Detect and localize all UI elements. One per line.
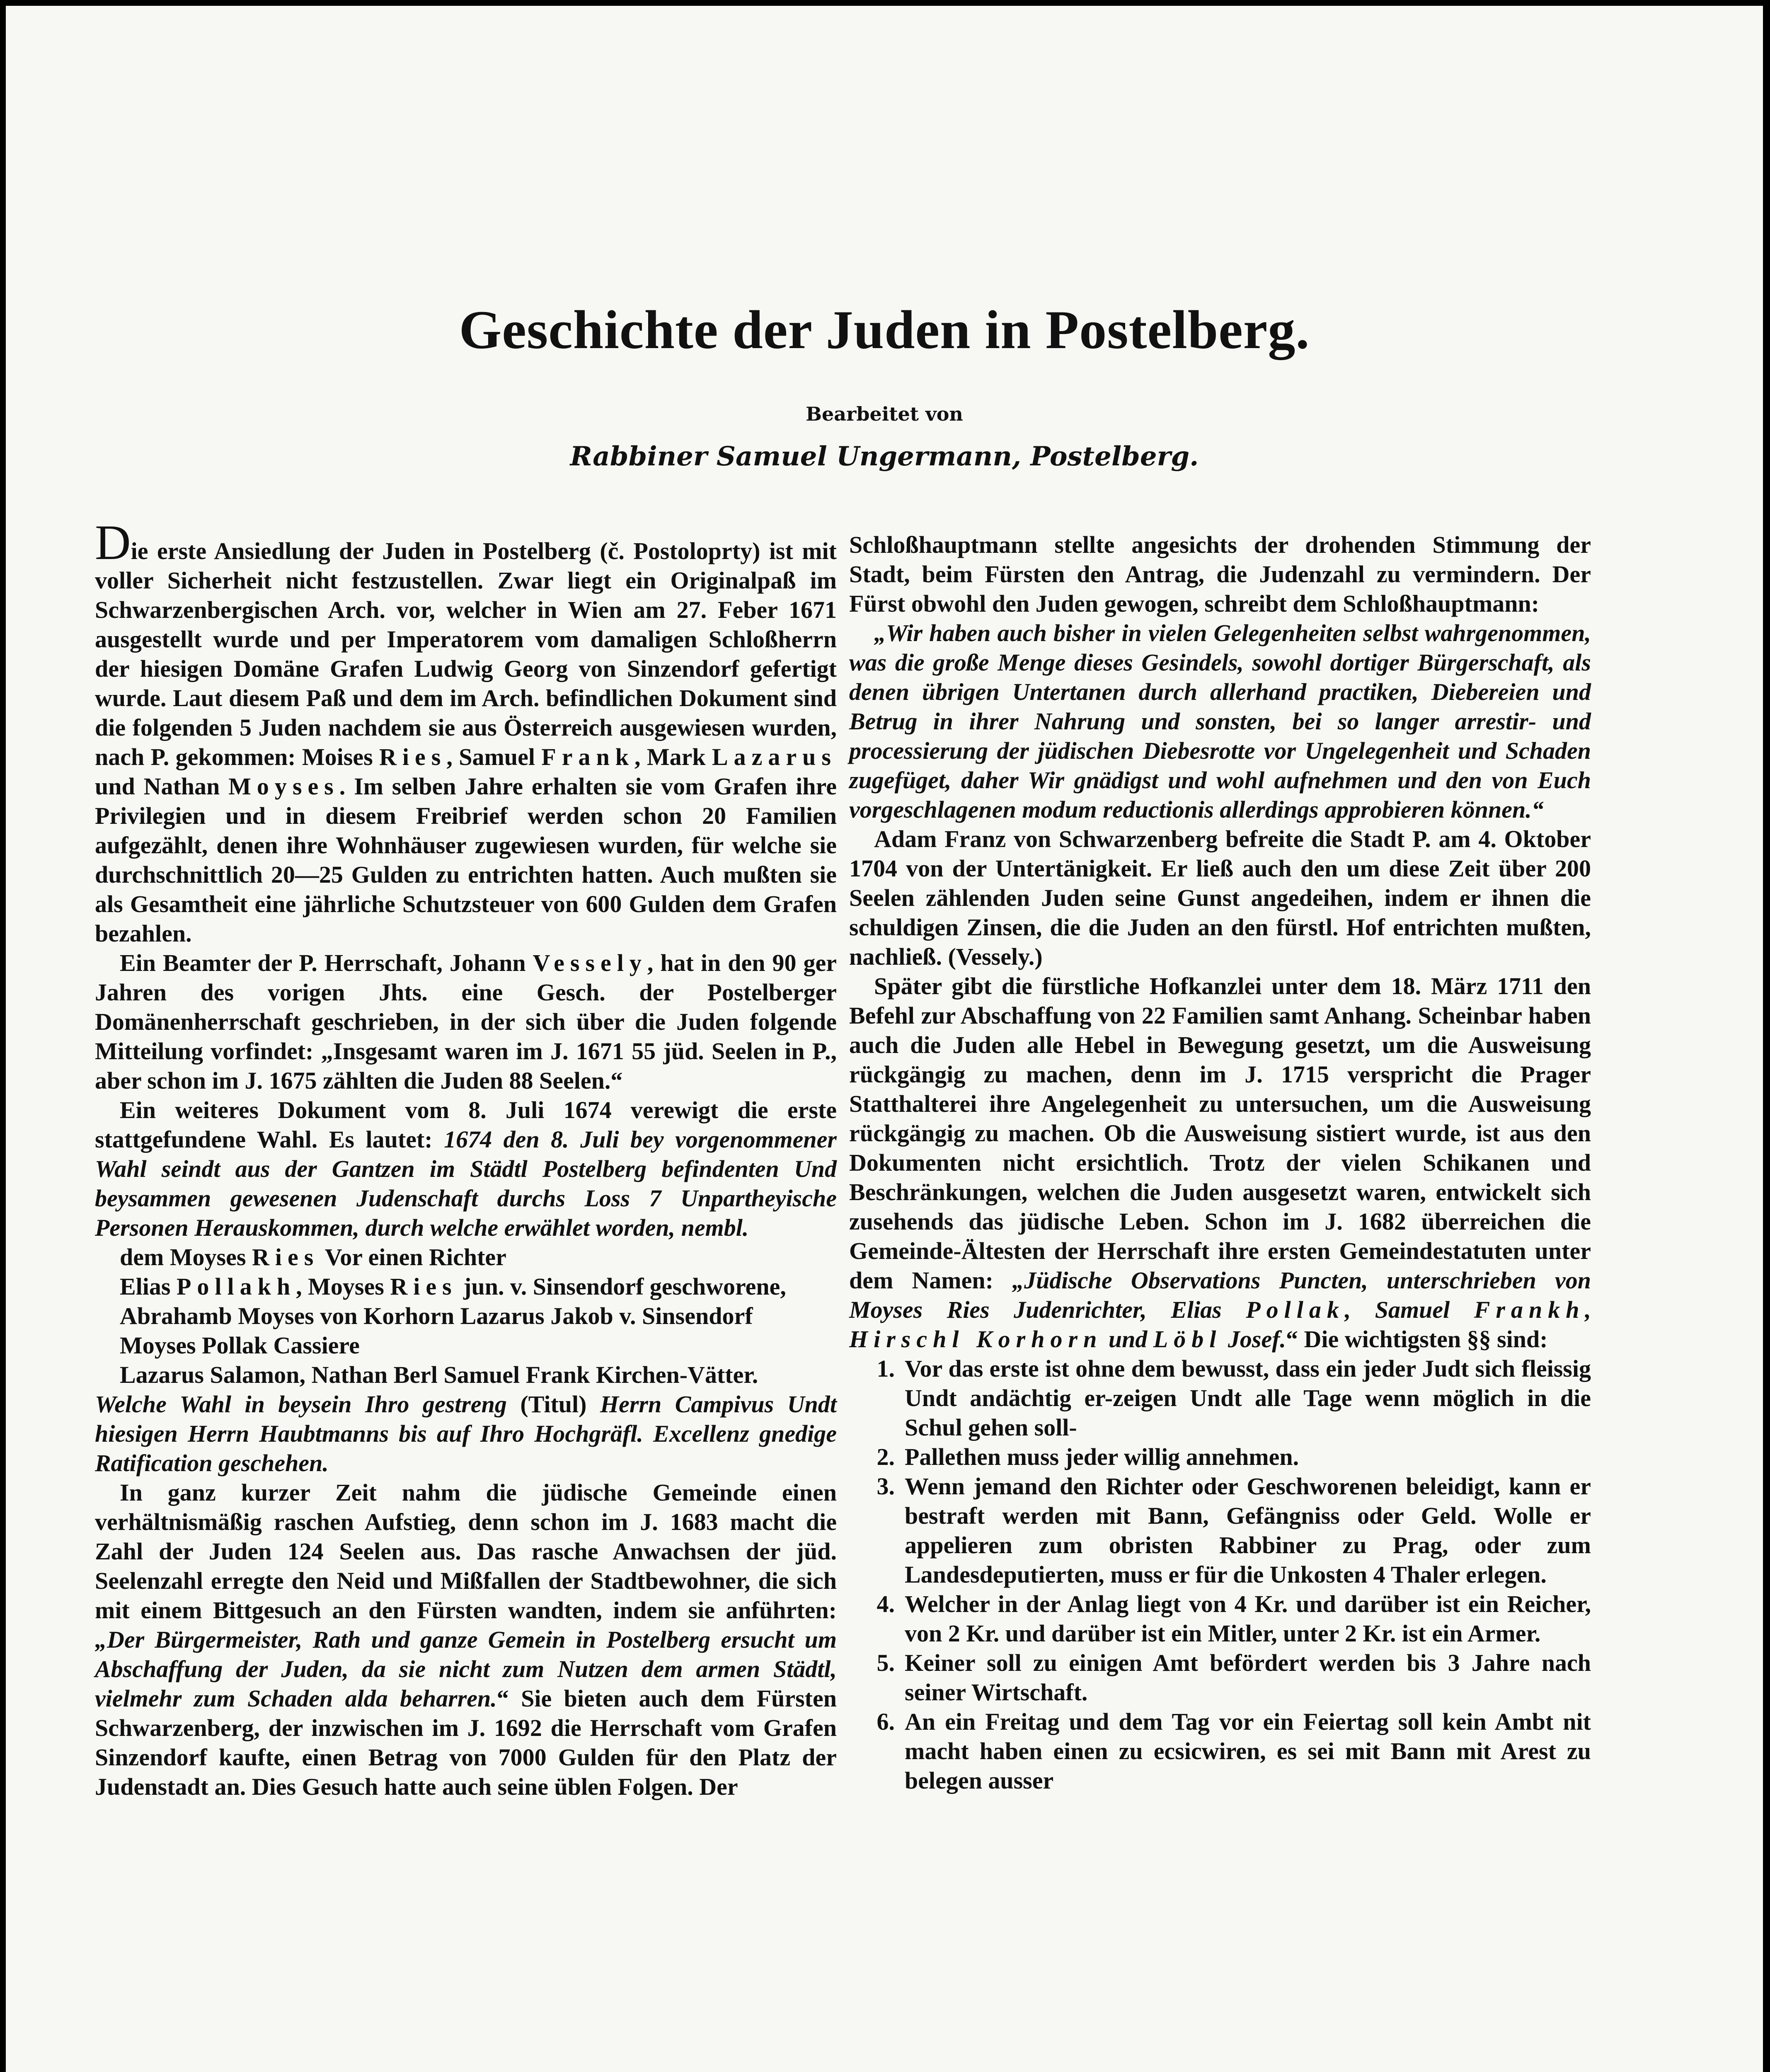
document-page	[6, 6, 1763, 2072]
paragraph-8: Später gibt die fürstliche Hofkanzlei unter dem 18. März 1711 den Befehl zur Abschaffung von 22 Familien samt Anhang. Scheinbar haben auch die Juden alle Hebel in Bewegung gesetzt, um die Ausweisung rückgängig zu machen, denn im J. 1715 verspricht die Prager Statthalterei ihre Angelegenheit zu untersuchen, um die Ausweisung rückgängig zu machen. Ob die Ausweisung sistiert wurde, ist aus den Dokumenten nicht ersichtlich. Trotz der vielen Schikanen und Beschränkungen, welchen die Juden ausgesetzt waren, entwickelt sich zusehends das jüdische Leben. Schon im J. 1682 überreichen die Gemeinde-Ältesten der Herrschaft ihre ersten Gemeindestatuten unter dem Namen: „Jüdische Observations Puncten, unterschrieben von Moyses Ries Judenrichter, Elias Pollak, Samuel Frankh, Hirschl Korhorn und Löbl Josef.“ Die wichtigsten §§ sind:	[849, 973, 1591, 1353]
byline: Bearbeitet von	[806, 403, 963, 425]
paragraph-1: Die erste Ansiedlung der Juden in Postelberg (č. Postoloprty) ist mit voller Sicherheit nicht festzustellen. Zwar liegt ein Originalpaß im Schwarzenbergischen Arch. vor, welcher in Wien am 27. Feber 1671 ausgestellt wurde und per Imperatorem vom damaligen Schloßherrn der hiesigen Domäne Grafen Ludwig Georg von Sinzendorf gefertigt wurde. Laut diesem Paß und dem im Arch. befindlichen Dokument sind die folgenden 5 Juden nachdem sie aus Österreich ausgewiesen wurden, nach P. gekommen: Moises Ries, Samuel Frank, Mark Lazarus und Nathan Moyses. Im selben Jahre erhalten sie vom Grafen ihre Privilegien und in diesem Freibrief werden schon 20 Familien aufgezählt, denen ihre Wohnhäuser zugewiesen wurden, für welche sie durchschnittlich 20—25 Gulden zu entrichten hatten. Auch mußten sie als Gesamtheit eine jährliche Schutzsteuer von 600 Gulden dem Grafen bezahlen.	[95, 515, 837, 947]
paragraph-4: Welche Wahl in beysein Ihro gestreng (Titul) Herrn Campivus Undt hiesigen Herrn Haubtmanns bis auf Ihro Hochgräfl. Excellenz gnedige Ratification geschehen.	[95, 1391, 837, 1477]
statute-item: 3. Wenn jemand den Richter oder Geschworenen beleidigt, kann er bestraft werden mit Bann, Gefängniss oder Geld. Wolle er appelieren zum obristen Rabbiner zu Prag, oder zum Landesdeputierten, muss er für die Unkosten 4 Thaler erlegen.	[877, 1473, 1591, 1588]
list-item: dem Moyses Ries Vor einen Richter	[120, 1244, 506, 1271]
statute-item: 1. Vor das erste ist ohne dem bewusst, dass ein jeder Judt sich fleissig Undt andächtig er-zeigen Undt alle Tage wenn möglich in die Schul gehen soll-	[877, 1355, 1591, 1441]
list-item: Abrahamb Moyses von Korhorn Lazarus Jakob v. Sinsendorf	[120, 1302, 753, 1329]
statute-item: 6. An ein Freitag und dem Tag vor ein Feiertag soll kein Ambt nit macht haben einen zu ecsicwiren, es sei mit Bann mit Arest zu belegen ausser	[877, 1708, 1591, 1794]
statute-item: 5. Keiner soll zu einigen Amt befördert werden bis 3 Jahre nach seiner Wirtschaft.	[877, 1649, 1591, 1706]
list-item: Elias Pollakh, Moyses Ries jun. v. Sinsendorf geschworene,	[120, 1273, 786, 1300]
quote-paragraph: „Wir haben auch bisher in vielen Gelegenheiten selbst wahrgenommen, was die große Menge dieses Gesindels, sowohl dortiger Bürgerschaft, als denen übrigen Untertanen durch allerhand practiken, Diebereien und Betrug in ihrer Nahrung und sonsten, bei so langer arrestir- und processierung der jüdischen Diebesrotte vor Ungelegenheit und Schaden zugefüget, daher Wir gnädigst und wohl aufnehmen und den von Euch vorgeschlagenen modum reductionis allerdings approbieren können.“	[849, 620, 1591, 823]
drop-cap: D	[95, 515, 131, 570]
statute-item: 4. Welcher in der Anlag liegt von 4 Kr. und darüber ist ein Reicher, von 2 Kr. und darüber ist ein Mitler, unter 2 Kr. ist ein Armer.	[877, 1590, 1591, 1647]
paragraph-5: In ganz kurzer Zeit nahm die jüdische Gemeinde einen verhältnismäßig raschen Aufstieg, denn schon im J. 1683 macht die Zahl der Juden 124 Seelen aus. Das rasche Anwachsen der jüd. Seelenzahl erregte den Neid und Mißfallen der Stadtbewohner, die sich mit einem Bittgesuch an den Fürsten wandten, indem sie anführten: „Der Bürgermeister, Rath und ganze Gemein in Postelberg ersucht um Abschaffung der Juden, da sie nicht zum Nutzen dem armen Städtl, vielmehr zum Schaden alda beharren.“ Sie bieten auch dem Fürsten Schwarzenberg, der inzwischen im J. 1692 die Herrschaft vom Grafen Sinzendorf kaufte, einen Betrag von 7000 Gulden für den Platz der Judenstadt an. Dies Gesuch hatte auch seine üblen Folgen. Der	[95, 1479, 837, 1800]
list-item: Moyses Pollak Cassiere	[120, 1332, 360, 1359]
list-item: Lazarus Salamon, Nathan Berl Samuel Frank Kirchen-Vätter.	[120, 1361, 758, 1388]
paragraph-3: Ein weiteres Dokument vom 8. Juli 1674 verewigt die erste stattgefundene Wahl. Es lautet: 1674 den 8. Juli bey vorgenommener Wahl seindt aus der Gantzen im Städtl Postelberg befindenten Und beysammen gewesenen Judenschaft durchs Loss 7 Unpartheyische Personen Herauskommen, durch welche erwählet worden, nembl.	[95, 1097, 837, 1241]
paragraph-6: Schloßhauptmann stellte angesichts der drohenden Stimmung der Stadt, beim Fürsten den Antrag, die Judenzahl zu vermindern. Der Fürst obwohl den Juden gewogen, schreibt dem Schloßhauptmann:	[849, 531, 1591, 617]
statute-item: 2. Pallethen muss jeder willig annehmen.	[877, 1443, 1299, 1470]
right-column	[849, 530, 1591, 1795]
paragraph-2: Ein Beamter der P. Herrschaft, Johann Vessely, hat in den 90 ger Jahren des vorigen Jhts. eine Gesch. der Postelberger Domänenherrschaft geschrieben, in der sich über die Juden folgende Mitteilung vorfindet: „Insgesamt waren im J. 1671 55 jüd. Seelen in P., aber schon im J. 1675 zählten die Juden 88 Seelen.“	[95, 949, 837, 1094]
left-column	[95, 515, 837, 1801]
author-name: Rabbiner Samuel Ungermann, Postelberg.	[570, 441, 1199, 472]
page-title: Geschichte der Juden in Postelberg.	[459, 299, 1310, 360]
paragraph-7: Adam Franz von Schwarzenberg befreite die Stadt P. am 4. Oktober 1704 von der Untertänigkeit. Er ließ auch den um diese Zeit über 200 Seelen zählenden Juden seine Gunst angedeihen, indem er ihnen die schuldigen Zinsen, die die Juden an den fürstl. Hof entrichten mußten, nachließ. (Vessely.)	[849, 825, 1591, 970]
